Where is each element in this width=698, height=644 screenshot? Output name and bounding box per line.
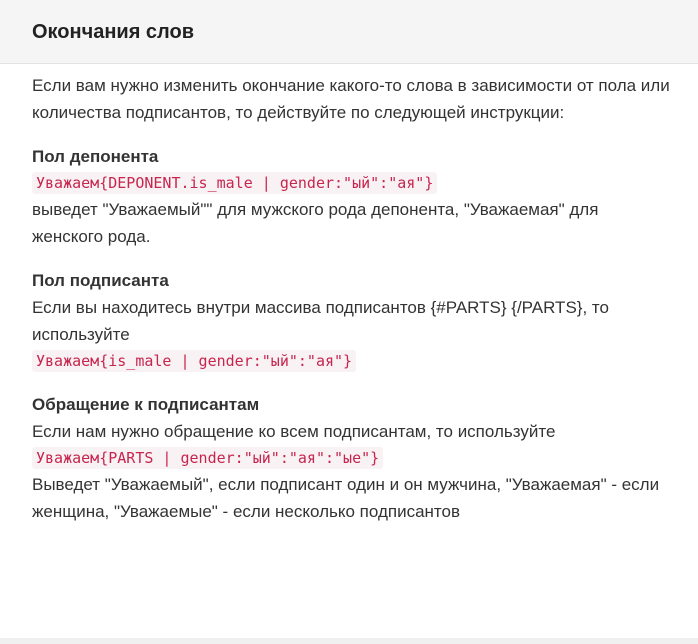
section-signers-address [32, 392, 666, 525]
code-snippet: Уважаем{is_male | gender:"ый":"ая"} [32, 350, 356, 372]
code-line [32, 348, 666, 374]
section-title: Пол подписанта [32, 271, 169, 290]
section-deponent-gender [32, 144, 666, 250]
section-title: Обращение к подписантам [32, 395, 260, 414]
code-line [32, 445, 666, 471]
section-description: Если вы находитесь внутри массива подписантов {#PARTS} {/PARTS}, то используйте [32, 298, 609, 344]
section-signer-gender [32, 268, 666, 374]
code-line [32, 170, 666, 196]
code-snippet: Уважаем{DEPONENT.is_male | gender:"ый":"ая"} [32, 172, 437, 194]
section-description: выведет "Уважаемый"" для мужского рода депонента, "Уважаемая" для женского рода. [32, 200, 599, 246]
section-result-description: Выведет "Уважаемый", если подписант один и он мужчина, "Уважаемая" - если женщина, "Уважаемые" - если несколько подписантов [32, 475, 660, 521]
section-description: Если нам нужно обращение ко всем подписантам, то используйте [32, 422, 556, 441]
panel-title: Окончания слов [32, 21, 195, 43]
section-title: Пол депонента [32, 147, 159, 166]
panel-header [0, 0, 698, 64]
code-snippet: Уважаем{PARTS | gender:"ый":"ая":"ые"} [32, 447, 383, 469]
panel-body [0, 64, 698, 525]
intro-text: Если вам нужно изменить окончание какого-то слова в зависимости от пола или количества подписантов, то действуйте по следующей инструкции: [32, 76, 670, 122]
bottom-divider [0, 638, 698, 644]
